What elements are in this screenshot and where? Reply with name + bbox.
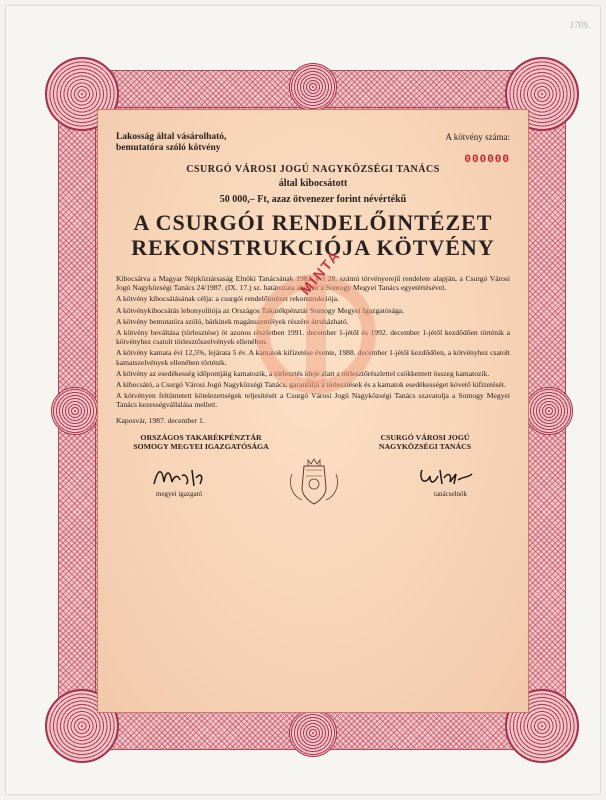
bond-type-line1: Lakosság által vásárolható, [116, 132, 227, 142]
document-sheet [6, 6, 600, 794]
watermark-logo-bar [306, 284, 326, 384]
term-paragraph: Kibocsátva a Magyar Népköztársaság Elnöki Tanácsának 1982. évi 28. számú törvényerejű rendelete alapján, a Csurgó Városi Jogú Nagyközségi Tanács 24/1987. (IX. 17.) sz. határozata alapján a Somogy Megyei Tanács egyetértésével. [116, 274, 510, 293]
bond-header [116, 132, 510, 166]
right-signature-icon [416, 460, 476, 490]
left-signatory-org [116, 433, 286, 452]
term-paragraph: A kötvény bemutatóra szóló, bárkinek magánszemélyek részére átruházható. [116, 316, 349, 326]
serial-block [446, 132, 511, 166]
term-paragraph: A kötvény beváltása (törlesztése) öt azonos részletben 1991. december 1-jétől és 1992. december 1-jétől kezdődően történik a kötvényhez csatolt törlesztőszelvények ellenében. [116, 328, 510, 347]
side-rosette-left [51, 387, 99, 435]
term-paragraph: A kibocsátó, a Csurgó Városi Jogú Nagyközségi Tanács, garantálja a törlesztések és a kamatok esedékességet követő kifizetését. [116, 380, 506, 390]
side-rosette-bottom [289, 709, 337, 757]
side-rosette-right [525, 387, 573, 435]
left-org-line1: ORSZÁGOS TAKARÉKPÉNZTÁR [140, 432, 262, 442]
left-org-line2: SOMOGY MEGYEI IGAZGATÓSÁGA [133, 442, 269, 452]
bond-type-line2: bemutatóra szóló kötvény [116, 143, 221, 153]
term-paragraph: A kötvényen feltüntetett kötelezettségek teljesítését a Csurgó Városi Jogú Nagyközségi Tanács szavatolja a Somogy Megyei Tanács kezességvállalása mellett. [116, 391, 510, 410]
term-paragraph: A kötvénykibocsátás lebonyolítója az Országos Takarékpénztár Somogy Megyei Igazgatósága. [116, 305, 405, 315]
signature-area [116, 460, 510, 508]
title-line1: A CSURGÓI RENDELŐINTÉZET [133, 210, 493, 235]
title-line2: REKONSTRUKCIÓJA KÖTVÉNY [131, 235, 495, 260]
right-org-line2: NAGYKÖZSÉGI TANÁCS [378, 442, 472, 452]
left-signatory-title: megyei igazgató [156, 489, 203, 498]
serial-label: A kötvény száma: [445, 132, 510, 142]
issuer-name: CSURGÓ VÁROSI JOGÚ NAGYKÖZSÉGI TANÁCS [186, 164, 440, 175]
term-paragraph: A kötvény kamata évi 12,5%, lejárata 5 év. A kamatok kifizetése évente, 1988. december 1-jétől kezdődően, a kötvényhez csatolt kamatszelvények ellenében történik. [116, 348, 510, 367]
coat-of-arms-icon [284, 454, 344, 512]
place-date: Kaposvár, 1987. december 1. [116, 415, 205, 425]
term-paragraph: A kötvény kibocsátásának célja: a csurgói rendelőintézet rekonstrukciója. [116, 294, 339, 304]
issued-by: által kibocsátott [278, 178, 348, 189]
nominal-value: 50 000,– Ft, azaz ötvenezer forint névértékű [219, 194, 407, 205]
serial-number: 000000 [464, 154, 510, 166]
bond-content [116, 132, 510, 508]
right-signatory-title: tanácselnök [434, 489, 468, 498]
bond-text-panel [97, 109, 529, 713]
pencil-note: 1709. [569, 20, 590, 30]
guilloche-frame [58, 70, 566, 750]
side-rosette-top [289, 63, 337, 111]
specimen-stamp: MINTA [296, 246, 344, 298]
bond-type [116, 132, 226, 166]
right-signatory-org [340, 433, 510, 452]
right-org-line1: CSURGÓ VÁROSI JOGÚ [380, 432, 470, 442]
left-signature-icon [150, 462, 210, 492]
term-paragraph: A kötvény az esedékesség időpontjáig kamatozik, a törlesztés ideje alatt a törlesztőrészlettel csökkentett összeg kamatozik. [116, 368, 490, 378]
bond-title [116, 210, 510, 260]
signatory-orgs [116, 433, 510, 452]
